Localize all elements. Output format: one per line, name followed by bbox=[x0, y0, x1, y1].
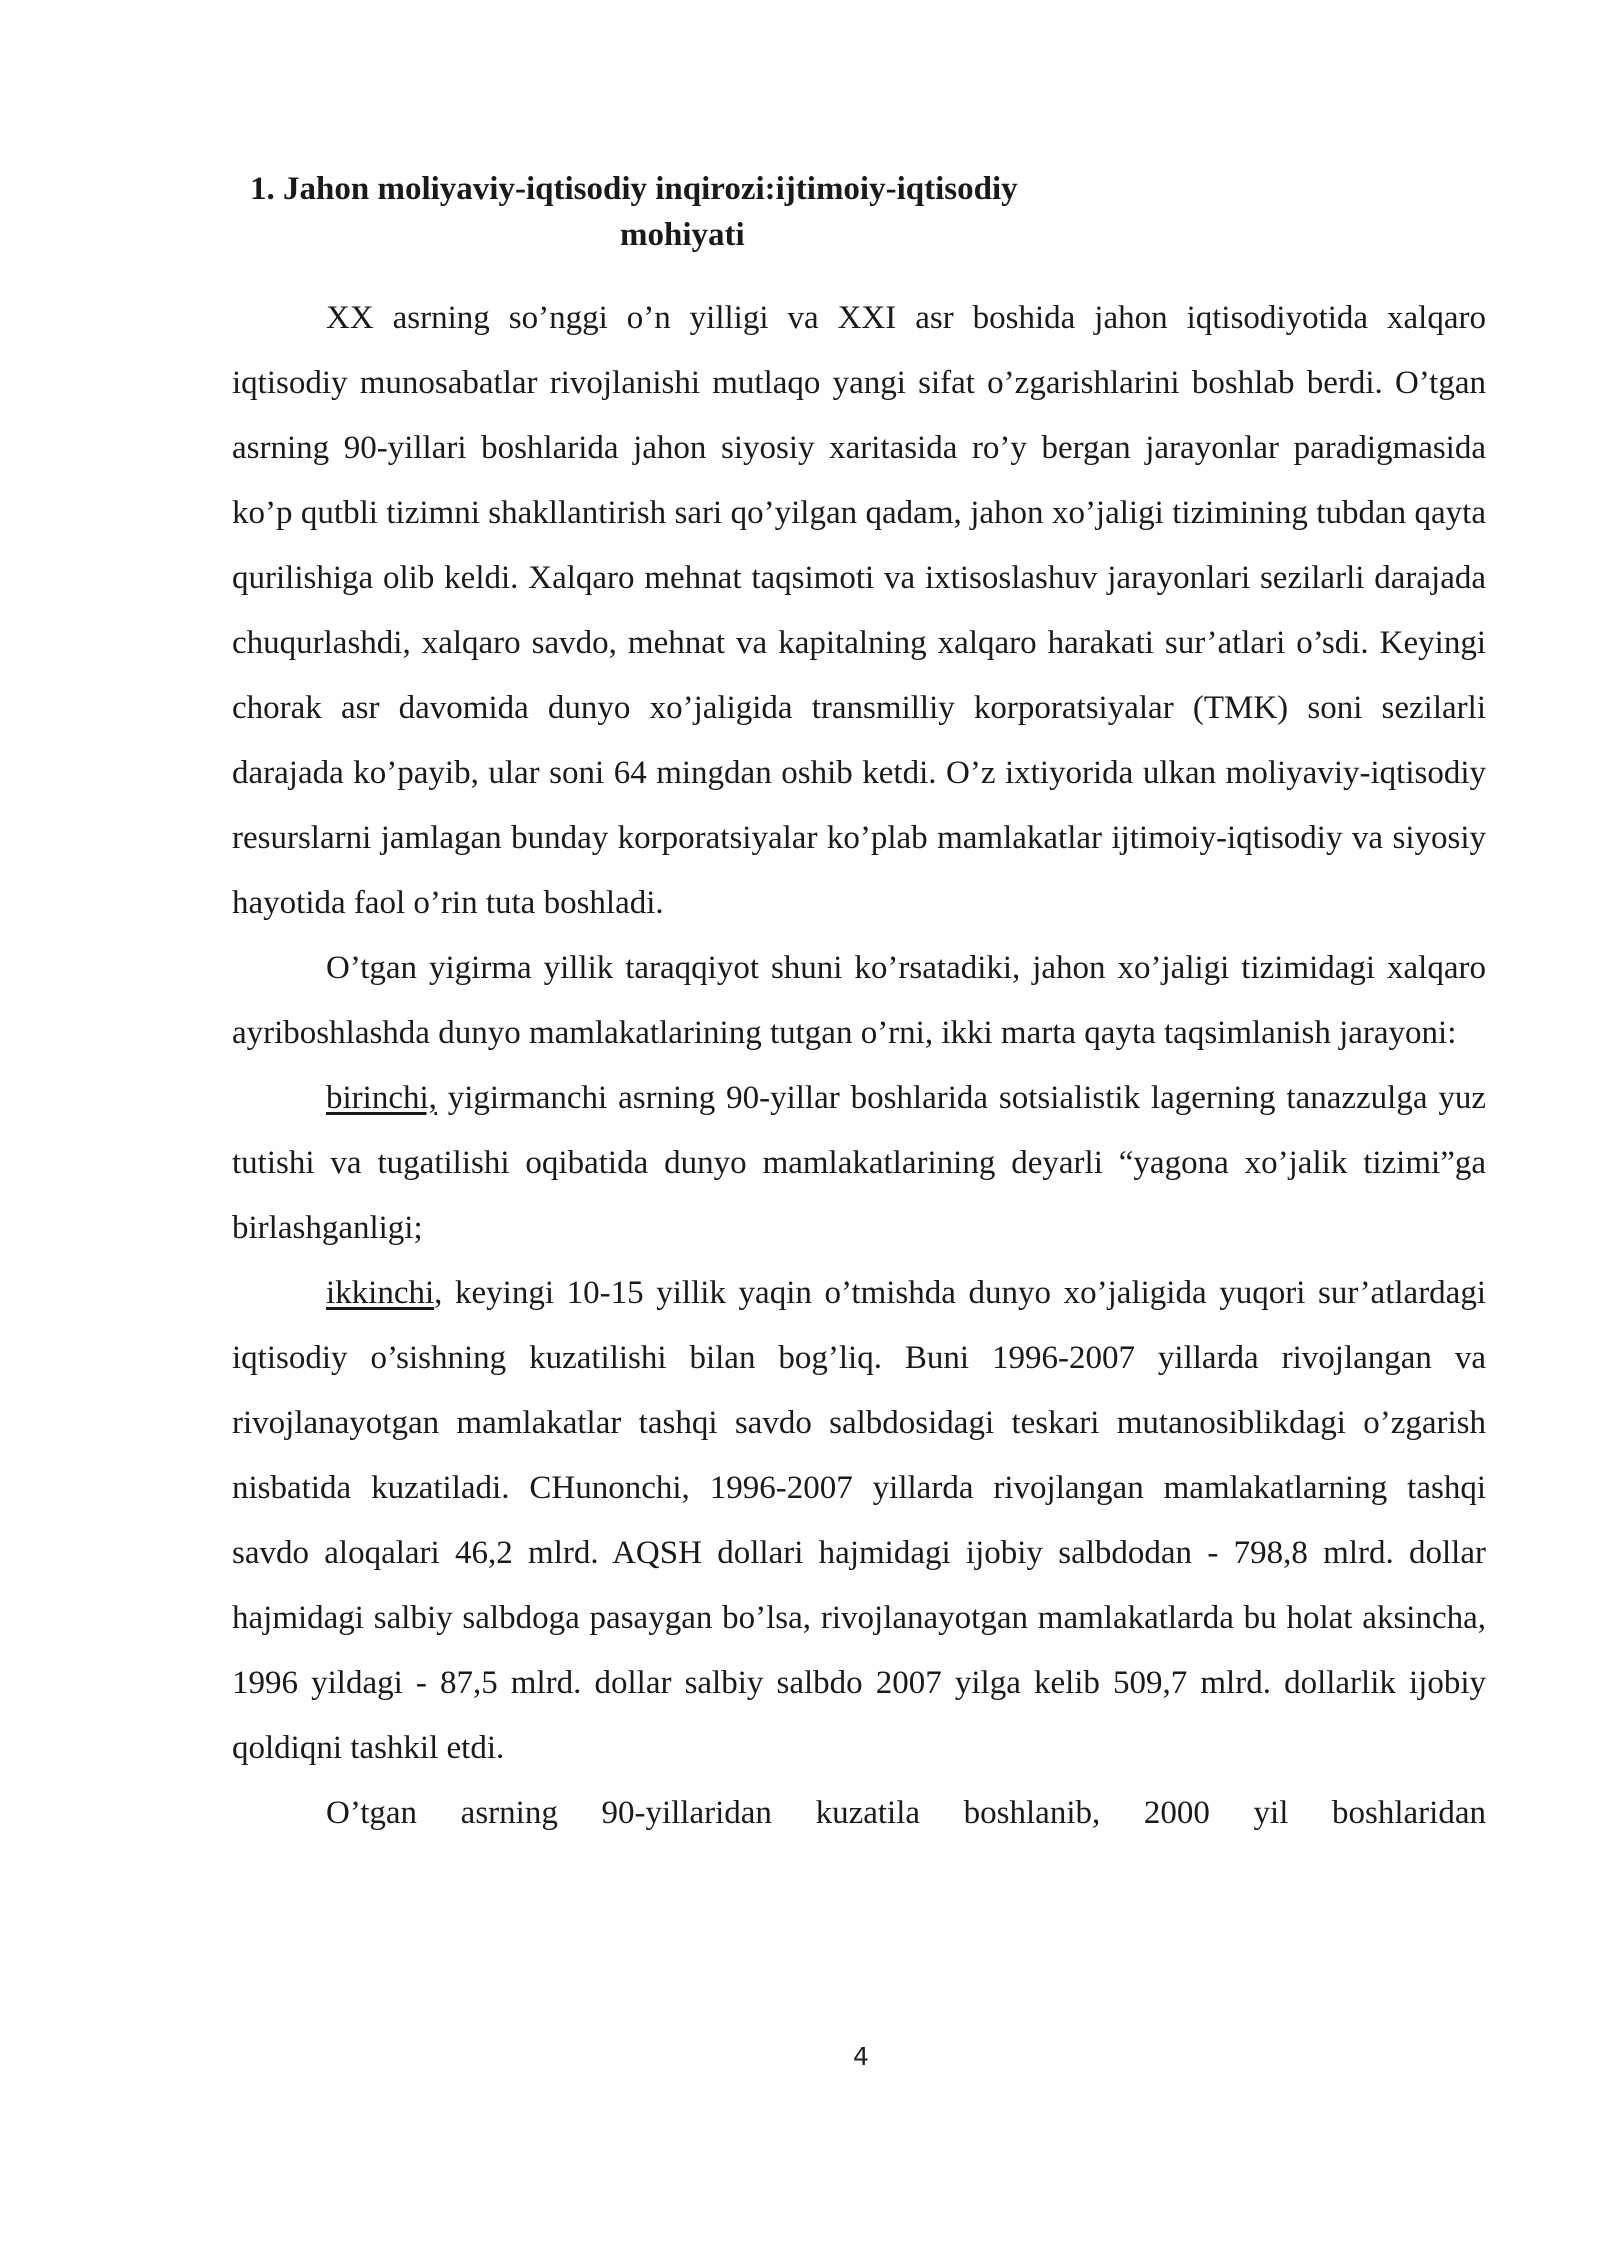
section-heading bbox=[250, 166, 1250, 258]
page-number: 4 bbox=[853, 2042, 869, 2071]
section-heading-line-1: 1. Jahon moliyaviy-iqtisodiy inqirozi:ijtimoiy-iqtisodiy bbox=[250, 171, 1018, 207]
paragraph-continued bbox=[232, 1781, 1486, 1846]
paragraph-second-lead: ikkinchi bbox=[326, 1275, 435, 1311]
paragraph-redistribution-text: O’tgan yigirma yillik taraqqiyot shuni ko’rsatadiki, jahon xo’jaligi tizimidagi xalqaro ayriboshlashda dunyo mamlakatlarining tutgan o’rni, ikki marta qayta taqsimlanish jarayoni: bbox=[232, 950, 1486, 1051]
paragraph-second bbox=[232, 1261, 1486, 1781]
paragraph-first-lead: birinchi, bbox=[326, 1080, 437, 1116]
paragraph-redistribution bbox=[232, 936, 1486, 1066]
paragraph-second-text: , keyingi 10-15 yillik yaqin o’tmishda dunyo xo’jaligida yuqori sur’atlardagi iqtisodiy o’sishning kuzatilishi bilan bog’liq. Buni 1996-2007 yillarda rivojlangan va rivojlanayotgan mamlakatlar tashqi savdo salbdosidagi teskari mutanosiblikdagi o’zgarish nisbatida kuzatiladi. CHunonchi, 1996-2007 yillarda rivojlangan mamlakatlarning tashqi savdo aloqalari 46,2 mlrd. AQSH dollari hajmidagi ijobiy salbdodan - 798,8 mlrd. dollar hajmidagi salbiy salbdoga pasaygan bo’lsa, rivojlanayotgan mamlakatlarda bu holat aksincha, 1996 yildagi - 87,5 mlrd. dollar salbiy salbdo 2007 yilga kelib 509,7 mlrd. dollarlik ijobiy qoldiqni tashkil etdi. bbox=[232, 1275, 1486, 1766]
paragraph-first bbox=[232, 1066, 1486, 1261]
paragraph-intro-text: XX asrning so’nggi o’n yilligi va XXI asr boshida jahon iqtisodiyotida xalqaro iqtisodiy munosabatlar rivojlanishi mutlaqo yangi sifat o’zgarishlarini boshlab berdi. O’tgan asrning 90-yillari boshlarida jahon siyosiy xaritasida ro’y bergan jarayonlar paradigmasida ko’p qutbli tizimni shakllantirish sari qo’yilgan qadam, jahon xo’jaligi tizimining tubdan qayta qurilishiga olib keldi. Xalqaro mehnat taqsimoti va ixtisoslashuv jarayonlari sezilarli darajada chuqurlashdi, xalqaro savdo, mehnat va kapitalning xalqaro harakati sur’atlari o’sdi. Keyingi chorak asr davomida dunyo xo’jaligida transmilliy korporatsiyalar (TMK) soni sezilarli darajada ko’payib, ular soni 64 mingdan oshib ketdi. O’z ixtiyorida ulkan moliyaviy-iqtisodiy resurslarni jamlagan bunday korporatsiyalar ko’plab mamlakatlar ijtimoiy-iqtisodiy va siyosiy hayotida faol o’rin tuta boshladi. bbox=[232, 300, 1486, 921]
body-text bbox=[232, 286, 1486, 1846]
paragraph-continued-text: O’tgan asrning 90-yillaridan kuzatila boshlanib, 2000 yil boshlaridan bbox=[326, 1795, 1486, 1831]
paragraph-intro bbox=[232, 286, 1486, 936]
paragraph-first-text: yigirmanchi asrning 90-yillar boshlarida sotsialistik lagerning tanazzulga yuz tutishi va tugatilishi oqibatida dunyo mamlakatlarining deyarli “yagona xo’jalik tizimi”ga birlashganligi; bbox=[232, 1080, 1486, 1246]
section-heading-line-2: mohiyati bbox=[620, 217, 745, 253]
